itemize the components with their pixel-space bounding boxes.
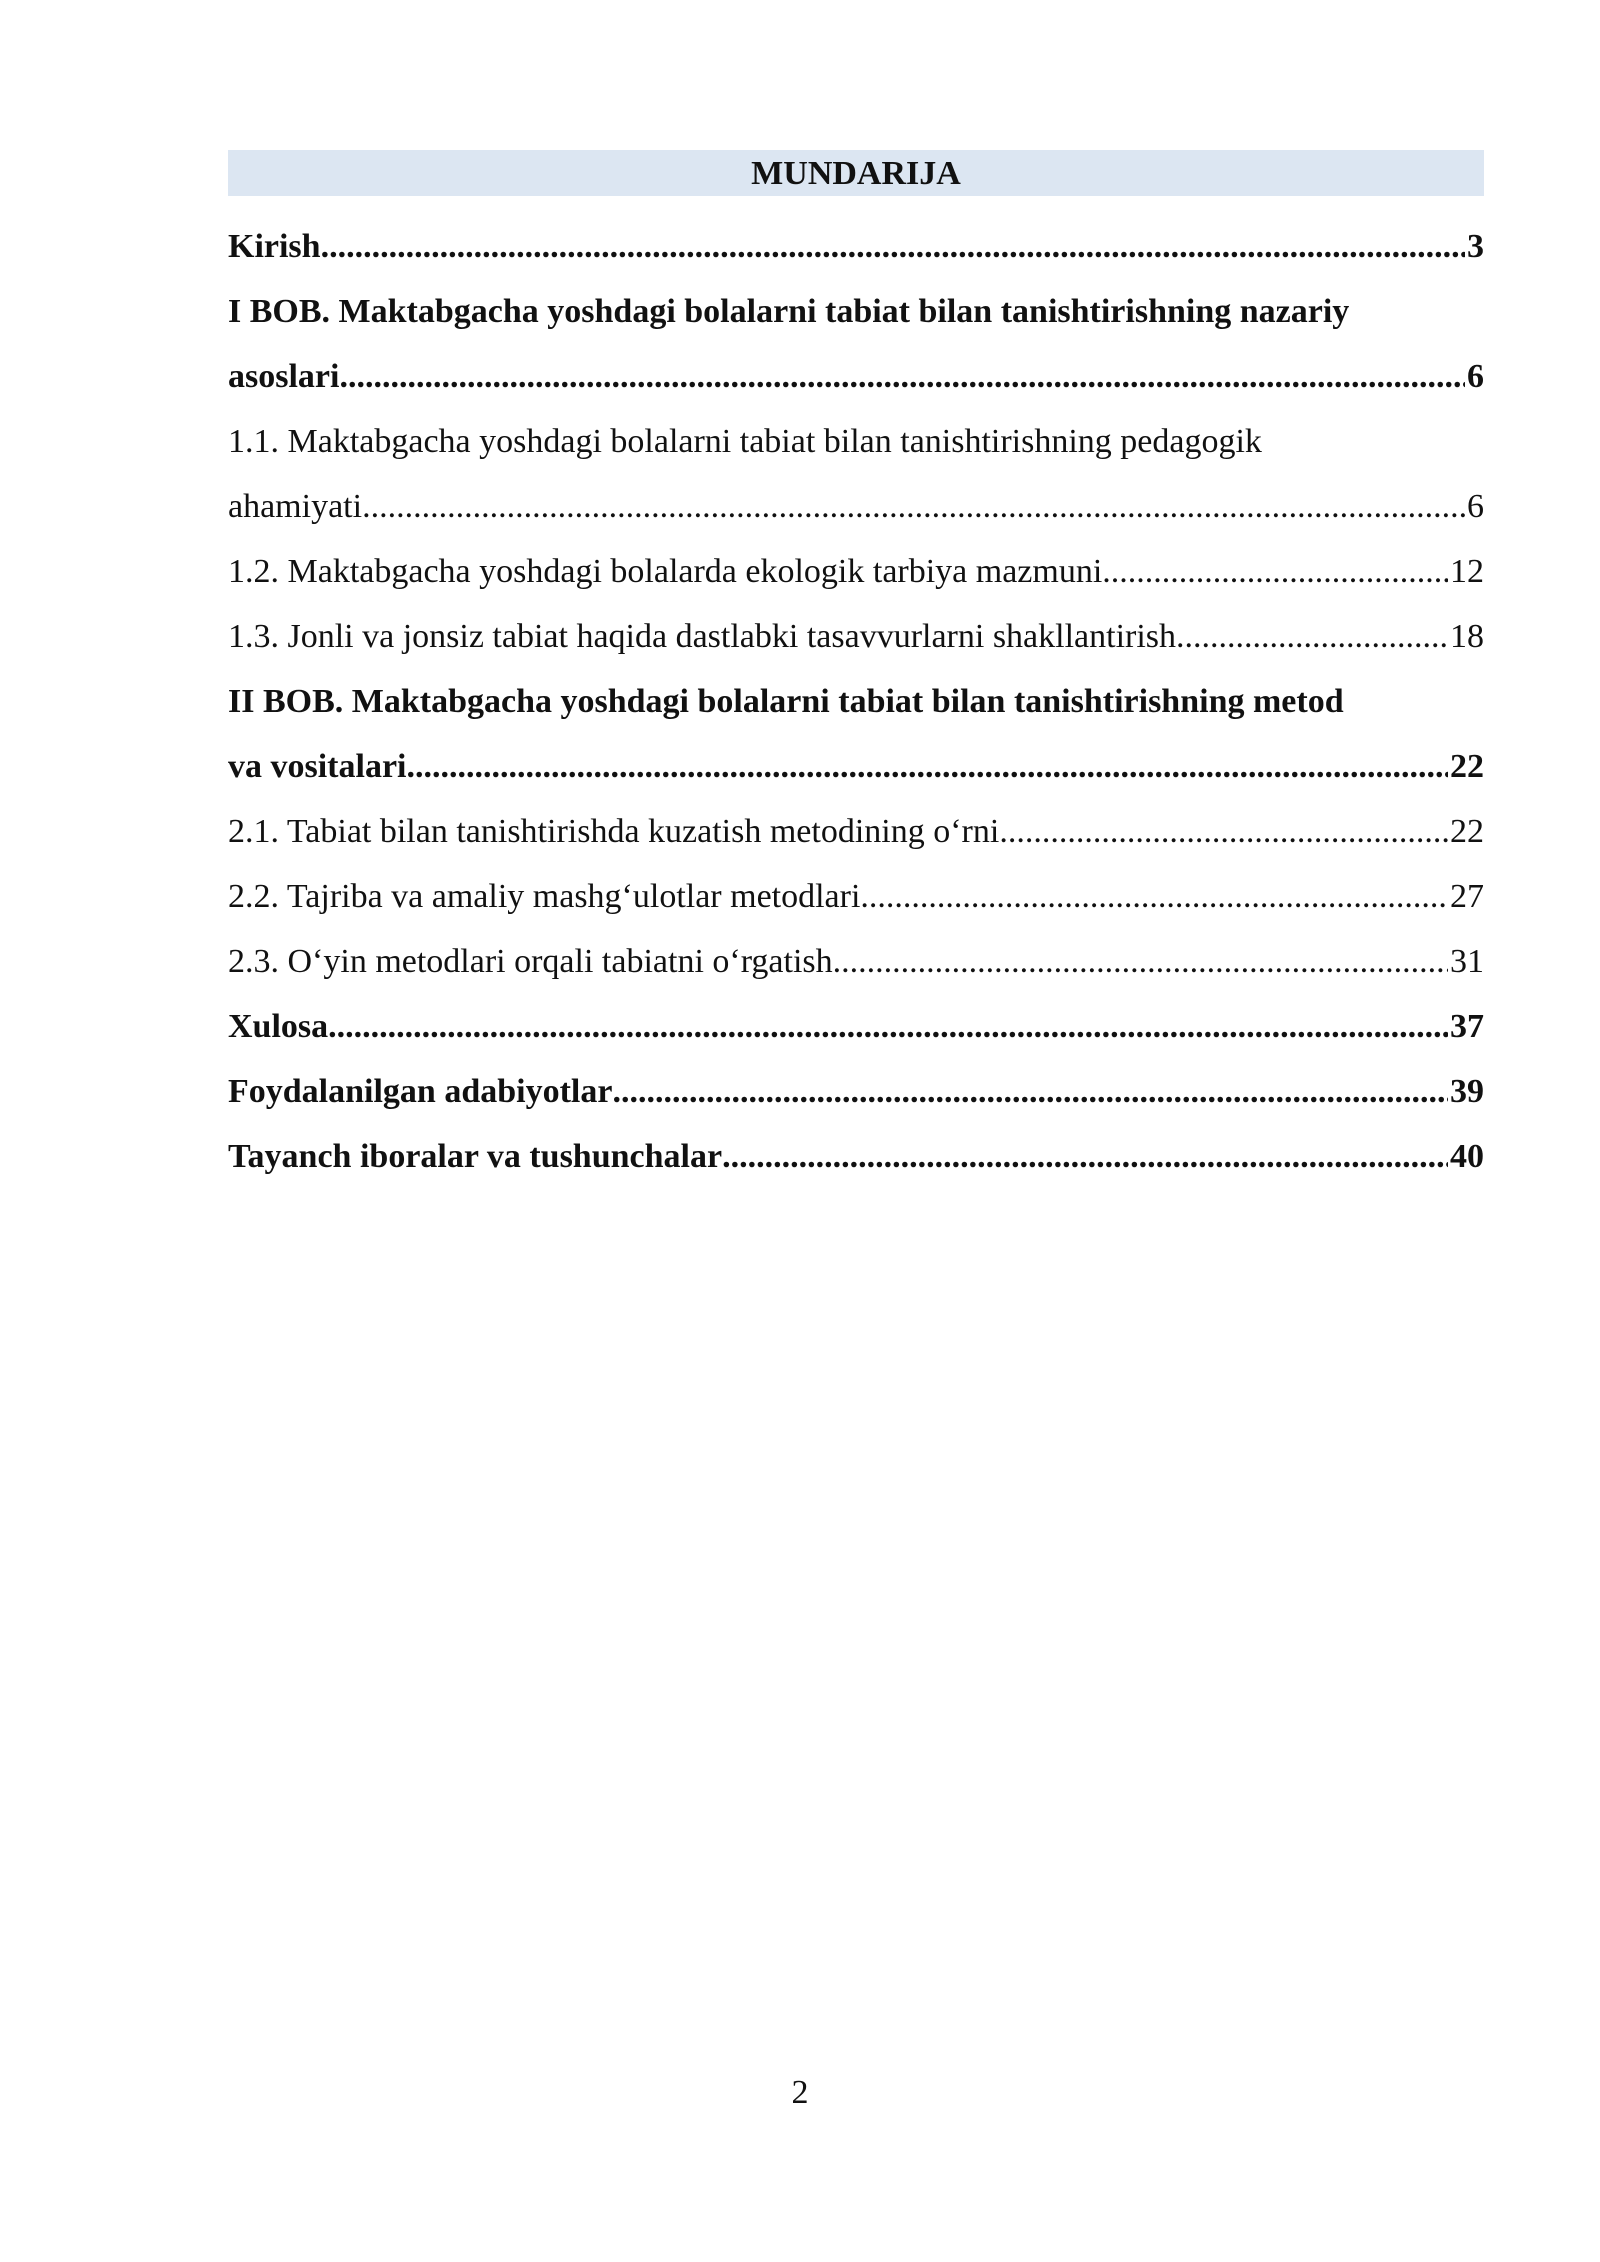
toc-entry-line bbox=[228, 994, 1484, 1059]
toc-dot-leader bbox=[1102, 539, 1448, 604]
toc-page-number: 6 bbox=[1467, 358, 1484, 395]
toc-page-number: 40 bbox=[1450, 1138, 1484, 1175]
toc-entry-line bbox=[228, 799, 1484, 864]
toc-entry[interactable] bbox=[228, 1124, 1484, 1189]
toc-entry[interactable] bbox=[228, 669, 1484, 799]
toc-page-number: 31 bbox=[1450, 943, 1484, 980]
toc-page-number: 18 bbox=[1450, 618, 1484, 655]
toc-entry-text: Kirish bbox=[228, 228, 321, 265]
toc-entry[interactable] bbox=[228, 214, 1484, 279]
toc-dot-leader bbox=[722, 1124, 1448, 1189]
toc-page-number: 22 bbox=[1450, 748, 1484, 785]
toc-page-number: 6 bbox=[1467, 488, 1484, 525]
toc-entry-line bbox=[228, 214, 1484, 279]
toc-entry-line bbox=[228, 929, 1484, 994]
toc-entry-line bbox=[228, 734, 1484, 799]
toc-entry-text: 2.3. O‘yin metodlari orqali tabiatni o‘rgatish bbox=[228, 943, 833, 980]
toc-entry-text: Tayanch iboralar va tushunchalar bbox=[228, 1138, 723, 1175]
toc-entry-heading-line: II BOB. Maktabgacha yoshdagi bolalarni tabiat bilan tanishtirishning metod bbox=[228, 683, 1344, 720]
toc-page-number: 39 bbox=[1450, 1073, 1484, 1110]
toc-entry[interactable] bbox=[228, 994, 1484, 1059]
toc-entry[interactable] bbox=[228, 539, 1484, 604]
toc-entry-line bbox=[228, 474, 1484, 539]
toc-page-number: 27 bbox=[1450, 878, 1484, 915]
page-number: 2 bbox=[791, 2074, 809, 2111]
document-page bbox=[228, 150, 1484, 1189]
toc-dot-leader bbox=[328, 994, 1448, 1059]
toc-entry[interactable] bbox=[228, 864, 1484, 929]
toc-entry-text: 1.2. Maktabgacha yoshdagi bolalarda ekologik tarbiya mazmuni bbox=[228, 553, 1103, 590]
toc-entry-text: Xulosa bbox=[228, 1008, 329, 1045]
toc-page-number: 12 bbox=[1450, 553, 1484, 590]
toc-entry[interactable] bbox=[228, 409, 1484, 539]
toc-dot-leader bbox=[612, 1059, 1448, 1124]
toc-entry-text: 1.3. Jonli va jonsiz tabiat haqida dastlabki tasavvurlarni shakllantirish bbox=[228, 618, 1177, 655]
toc-dot-leader bbox=[1176, 604, 1448, 669]
toc-entry-text: 2.1. Tabiat bilan tanishtirishda kuzatish metodining o‘rni bbox=[228, 813, 1000, 850]
toc-entry[interactable] bbox=[228, 279, 1484, 409]
toc-page-number: 22 bbox=[1450, 813, 1484, 850]
toc-entry-line bbox=[228, 604, 1484, 669]
toc-dot-leader bbox=[860, 864, 1448, 929]
toc-entry-heading-line: I BOB. Maktabgacha yoshdagi bolalarni tabiat bilan tanishtirishning nazariy bbox=[228, 293, 1350, 330]
toc-dot-leader bbox=[406, 734, 1448, 799]
toc-entry-text: asoslari bbox=[228, 358, 340, 395]
toc-entry-text: 2.2. Tajriba va amaliy mashg‘ulotlar metodlari bbox=[228, 878, 861, 915]
table-of-contents bbox=[228, 214, 1484, 1189]
toc-dot-leader bbox=[321, 214, 1465, 279]
toc-dot-leader bbox=[362, 474, 1465, 539]
toc-entry-heading-line: 1.1. Maktabgacha yoshdagi bolalarni tabiat bilan tanishtirishning pedagogik bbox=[228, 423, 1262, 460]
toc-entry[interactable] bbox=[228, 1059, 1484, 1124]
toc-entry-line bbox=[228, 1059, 1484, 1124]
toc-entry[interactable] bbox=[228, 799, 1484, 864]
toc-title: MUNDARIJA bbox=[228, 150, 1484, 196]
toc-entry-text: ahamiyati bbox=[228, 488, 363, 525]
toc-entry-line bbox=[228, 864, 1484, 929]
toc-entry-line bbox=[228, 539, 1484, 604]
toc-dot-leader bbox=[999, 799, 1448, 864]
toc-entry[interactable] bbox=[228, 929, 1484, 994]
toc-page-number: 37 bbox=[1450, 1008, 1484, 1045]
toc-dot-leader bbox=[833, 929, 1448, 994]
toc-entry-text: va vositalari bbox=[228, 748, 407, 785]
toc-entry-text: Foydalanilgan adabiyotlar bbox=[228, 1073, 613, 1110]
toc-dot-leader bbox=[339, 344, 1465, 409]
toc-entry[interactable] bbox=[228, 604, 1484, 669]
toc-page-number: 3 bbox=[1467, 228, 1484, 265]
toc-entry-line bbox=[228, 344, 1484, 409]
toc-entry-line bbox=[228, 1124, 1484, 1189]
